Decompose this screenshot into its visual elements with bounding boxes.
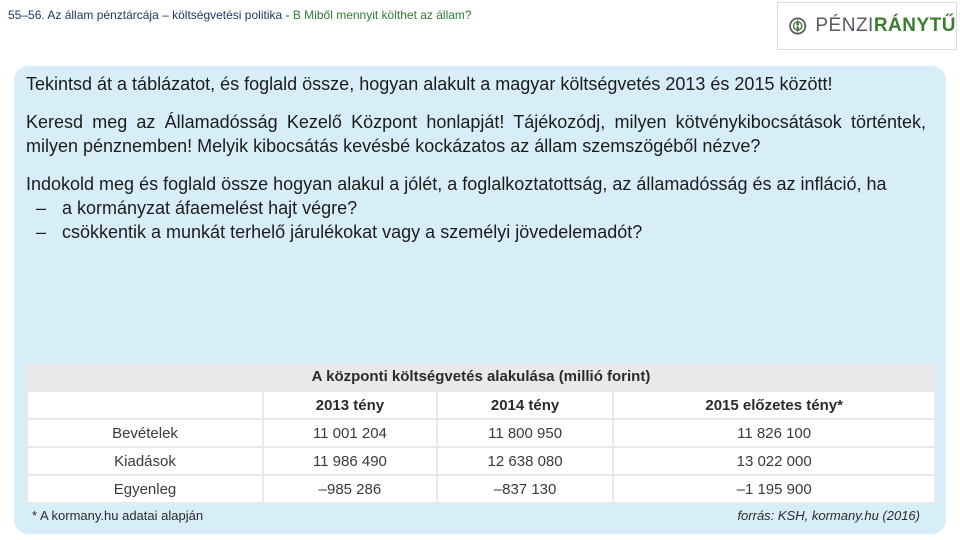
- logo-text-light: PÉNZI: [815, 15, 874, 36]
- table-cell: 11 826 100: [614, 420, 934, 446]
- column-header: 2013 tény: [264, 392, 436, 418]
- table-cell: –985 286: [264, 476, 436, 502]
- table-row: [28, 476, 934, 502]
- slide-title: [8, 8, 472, 22]
- task-paragraph-2: Keresd meg az Államadósság Kezelő Központ honlapját! Tájékozódj, milyen kötvénykibocsátások történtek, milyen pénznemben! Melyik kibocsátás kevésbé kockázatos az állam szemszögéből nézve?: [26, 112, 926, 156]
- section-subtitle: B Miből mennyit költhet az állam?: [292, 8, 472, 22]
- table-header-row: [28, 392, 934, 418]
- bullet-dash: –: [36, 222, 47, 242]
- table-corner-cell: [28, 392, 262, 418]
- compass-icon: [788, 12, 807, 40]
- bullet-dash: –: [36, 198, 47, 218]
- table-cell: 12 638 080: [438, 448, 612, 474]
- table-title: A központi költségvetés alakulása (millió forint): [311, 368, 651, 385]
- task-bullet: [36, 196, 926, 220]
- table-source: forrás: KSH, kormany.hu (2016): [737, 508, 920, 523]
- lesson-title: 55–56. Az állam pénztárcája – költségvetési politika: [8, 8, 283, 22]
- task-paragraph-3: Indokold meg és foglald össze hogyan alakul a jólét, a foglalkoztatottság, az államadósság és az infláció, ha: [26, 174, 887, 194]
- row-label: Egyenleg: [28, 476, 262, 502]
- bullet-text: csökkentik a munkát terhelő járulékokat vagy a személyi jövedelemadót?: [62, 222, 643, 242]
- table-footnote: * A kormany.hu adatai alapján: [32, 508, 204, 523]
- task-bullet: [36, 220, 926, 244]
- budget-table-box: [26, 364, 936, 504]
- column-header: 2014 tény: [438, 392, 612, 418]
- task-text: [26, 72, 926, 244]
- logo-wordmark: [815, 15, 956, 37]
- table-cell: 11 800 950: [438, 420, 612, 446]
- task-bullet-list: [26, 196, 926, 244]
- logo-text-bold: RÁNYTŰ: [873, 15, 956, 36]
- table-cell: 11 986 490: [264, 448, 436, 474]
- table-cell: 13 022 000: [614, 448, 934, 474]
- table-row: [28, 448, 934, 474]
- penziranytu-logo: [777, 2, 957, 50]
- bullet-text: a kormányzat áfaemelést hajt végre?: [62, 198, 358, 218]
- title-separator: -: [282, 8, 293, 22]
- budget-table: [26, 390, 936, 504]
- table-cell: 11 001 204: [264, 420, 436, 446]
- table-cell: –1 195 900: [614, 476, 934, 502]
- row-label: Bevételek: [28, 420, 262, 446]
- column-header: 2015 előzetes tény*: [614, 392, 934, 418]
- table-cell: –837 130: [438, 476, 612, 502]
- task-paragraph-1: Tekintsd át a táblázatot, és foglald össze, hogyan alakult a magyar költségvetés 2013 és 2015 között!: [26, 74, 833, 94]
- table-row: [28, 420, 934, 446]
- row-label: Kiadások: [28, 448, 262, 474]
